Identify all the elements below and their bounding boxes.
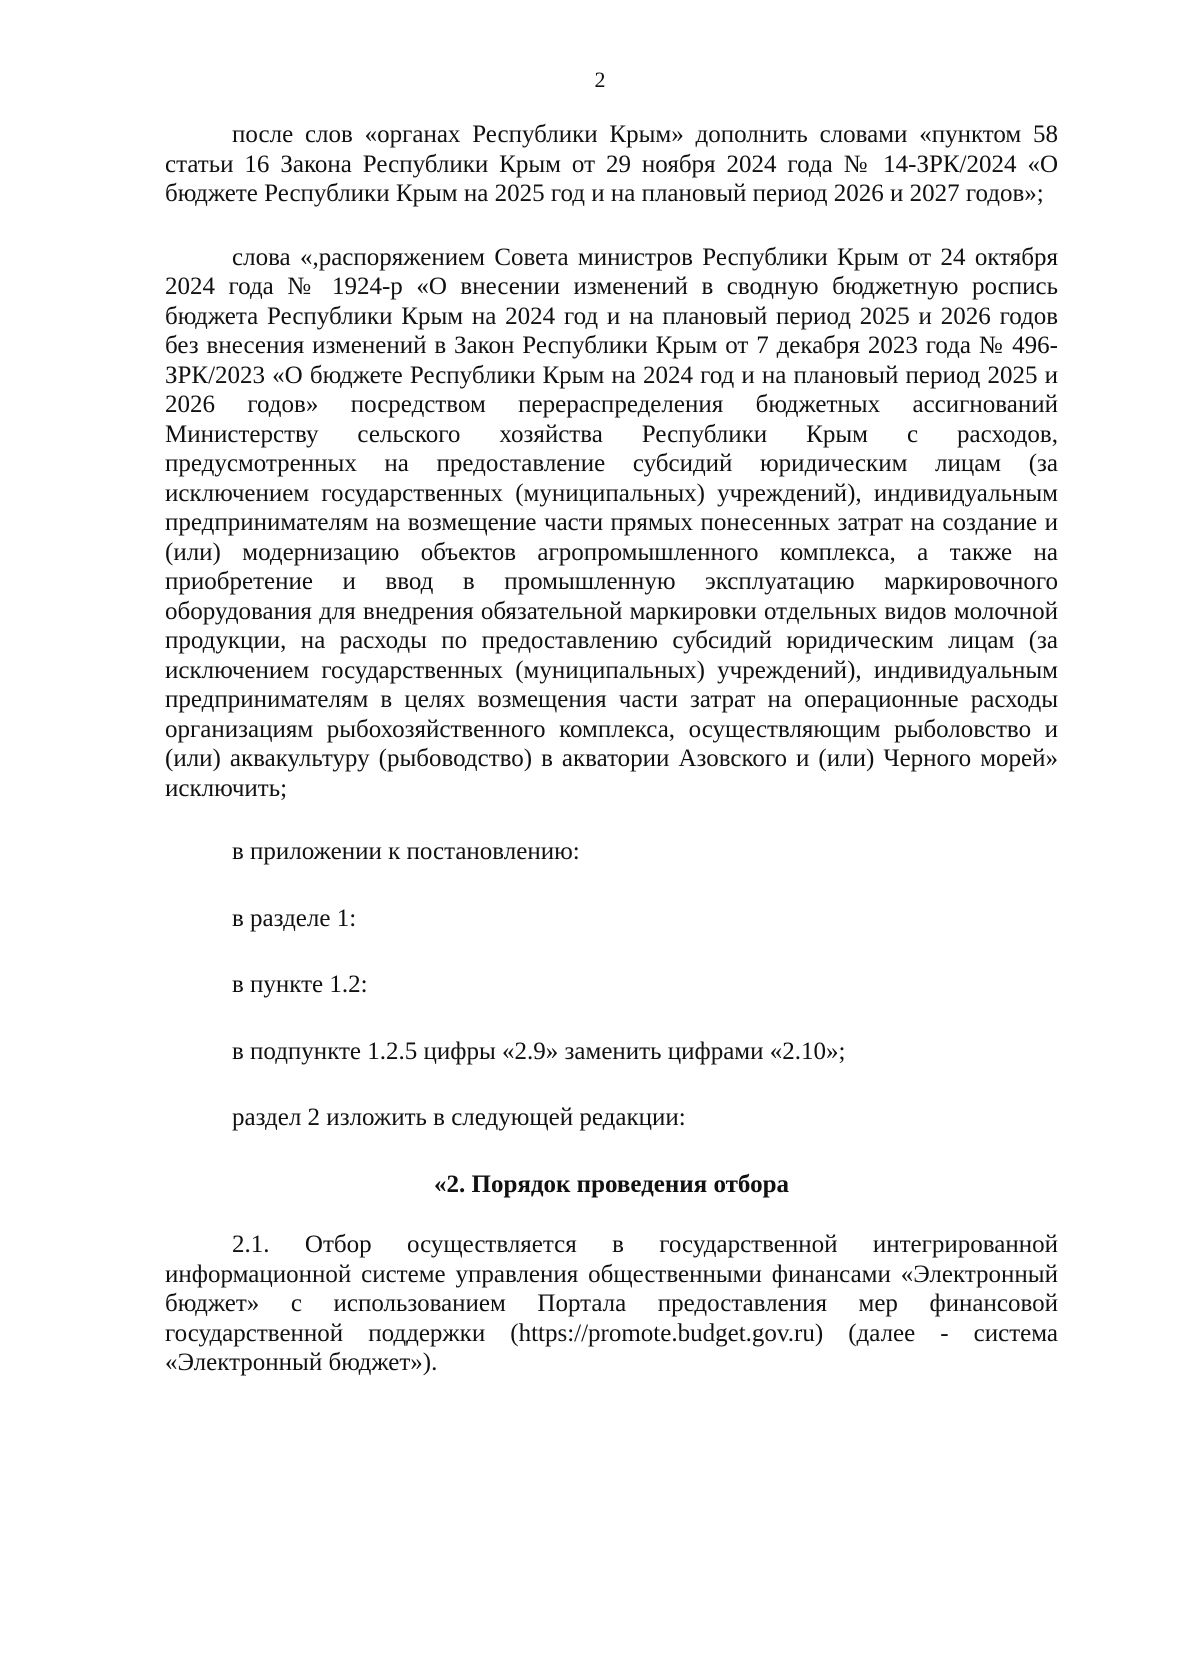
paragraph-section-2-new-wording: раздел 2 изложить в следующей редакции: (232, 1104, 686, 1131)
paragraph-amendment-1: после слов «органах Республики Крым» дополнить словами «пунктом 58 статьи 16 Закона Республики Крым от 29 ноября 2024 года № 14-ЗРК/2024 «О бюджете Республики Крым на 2025 год и на плановый период 2026 и 2027 годов»; (165, 121, 1058, 207)
paragraph-2-1: 2.1. Отбор осуществляется в государственной интегрированной информационной системе управления общественными финансами «Электронный бюджет» с использованием Портала предоставления мер финансовой государственной поддержки (https://promote.budget.gov.ru) (далее - система «Электронный бюджет»). (165, 1231, 1058, 1376)
paragraph-subclause-1-2-5: в подпункте 1.2.5 цифры «2.9» заменить цифрами «2.10»; (232, 1037, 846, 1065)
paragraph-appendix: в приложении к постановлению: (232, 838, 580, 865)
paragraph-clause-1-2: в пункте 1.2: (232, 971, 368, 998)
page-number: 2 (594, 67, 606, 92)
paragraph-amendment-2: слова «,распоряжением Совета министров Республики Крым от 24 октября 2024 года № 1924-р «О внесении изменений в сводную бюджетную роспись бюджета Республики Крым на 2024 год и на плановый период 2025 и 2026 годов без внесения изменений в Закон Республики Крым от 7 декабря 2023 года № 496-ЗРК/2023 «О бюджете Республики Крым на 2024 год и на плановый период 2025 и 2026 годов» посредством перераспределения бюджетных ассигнований Министерству сельского хозяйства Республики Крым с расходов, предусмотренных на предоставление субсидий юридическим лицам (за исключением государственных (муниципальных) учреждений), индивидуальным предпринимателям на возмещение части прямых понесенных затрат на создание и (или) модернизацию объектов агропромышленного комплекса, а также на приобретение и ввод в промышленную эксплуатацию маркировочного оборудования для внедрения обязательной маркировки отдельных видов молочной продукции, на расходы по предоставлению субсидий юридическим лицам (за исключением государственных (муниципальных) учреждений), индивидуальным предпринимателям в целях возмещения части затрат на операционные расходы организациям рыбохозяйственного комплекса, осуществляющим рыболовство и (или) аквакультуру (рыбоводство) в акватории Азовского и (или) Черного морей» исключить; (165, 243, 1058, 802)
section-heading: «2. Порядок проведения отбора (434, 1170, 789, 1198)
document-body (165, 120, 1058, 1407)
paragraph-section-1: в разделе 1: (232, 904, 357, 932)
